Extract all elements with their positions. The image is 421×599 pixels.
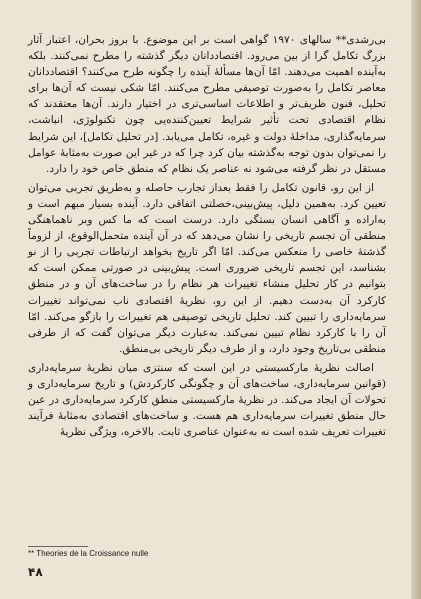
- page-fold-shadow: [411, 0, 421, 599]
- paragraph-1: بی‌رشدی** سالهای ۱۹۷۰ گواهی است بر این موضوع. با بروز بحران، اعتبار آثار بزرگ تکامل گرا از بین می‌رود. اقتصاددانان دیگر گذشته را مطرح نمی‌کنند. بلکه به‌آینده اهمیت می‌دهند. امّا آن‌ها مسألهٔ آینده را چگونه طرح می‌کنند؟ اقتصاددانان معاصر تکامل را به‌صورت توصیفی مطرح می‌کنند. امّا شکی نیست که آن‌ها برای تحلیل، فنون ظریف‌تر و اطلاعات اساسی‌تری در اختیار دارند. آن‌ها معتقدند که نظام اقتصادی تحت تأثیر شرایط تعیین‌کننده‌یی چون تکنولوژی، انباشت، سرمایه‌گذاری، مداخلهٔ دولت و غیره، تکامل می‌یابد. [در تحلیل تکامل]، این شرایط را نمی‌توان بدون توجه به‌گذشته بیان کرد چرا که در غیر این صورت به‌مثابهٔ عوامل مستقل در نظر گرفته می‌شود نه عناصر یک نظام که منطق خاص خود را دارد.: [28, 34, 386, 175]
- paragraph-2: از این رو، قانون تکامل را فقط بعداز تجارب حاصله و به‌طریق تجربی می‌توان تعیین کرد. به‌همین دلیل، پیش‌بینی،خصلتی اتفاقی دارد. آینده بسیار مبهم است و به‌اراده و آگاهی انسان بستگی دارد. درست است که ما کس وبر ناهماهنگی منطقی آن تجسم تاریخی را نشان می‌دهد که در آن آینده متحمل‌الوقوع، از لزوماً گذشتهٔ خاصی را منعکس می‌کند. امّا اگر تاریخ بخواهد ارتباطات تجربی را از نو بشناسد، این تجسم تاریخی ضروری است. پیش‌بینی در صورتی ممکن است که بتوانیم در کار تحلیل منشاء تغییرات هر نظام را در ساخت‌های آن و در منطق کارکرد آن به‌دست دهیم. از این رو، نظریهٔ اقتصادی ناب نمی‌تواند تغییرات سرمایه‌داری را تبیین کند. تحلیل تاریخی توصیفی هم تغییرات را بازگو می‌کند. امّا آن را با کارکرد نظام تبیین نمی‌کند. به‌عبارت دیگر می‌توان گفت که از طرفی منطقی بی‌تاریخ وجود دارد، و از طرف دیگر تاریخی بی‌منطق.: [28, 181, 386, 355]
- paragraph-3: اصالت نظریهٔ مارکسیستی در این است که سنتزی میان نظریهٔ سرمایه‌داری (قوانین سرمایه‌داری، ساخت‌های آن و چگونگی کارکردش) و تاریخ سرمایه‌داری و تحولات آن ایجاد می‌کند. در نظریهٔ مارکسیستی منطق کارکرد سرمایه‌داری در عین حال منطق تغییرات سرمایه‌داری هم هست. و ساخت‌های اقتصادی به‌مثابهٔ فرآیند تغییرات تعریف شده است نه به‌عنوان عناصری ثابت. بالاخره، ویژگی نظریهٔ: [28, 361, 386, 439]
- body-text: [28, 32, 386, 440]
- footnote: ** Theories de la Croissance nulle: [28, 549, 149, 558]
- footnote-divider: [28, 546, 88, 547]
- page-number: ۴۸: [28, 565, 43, 579]
